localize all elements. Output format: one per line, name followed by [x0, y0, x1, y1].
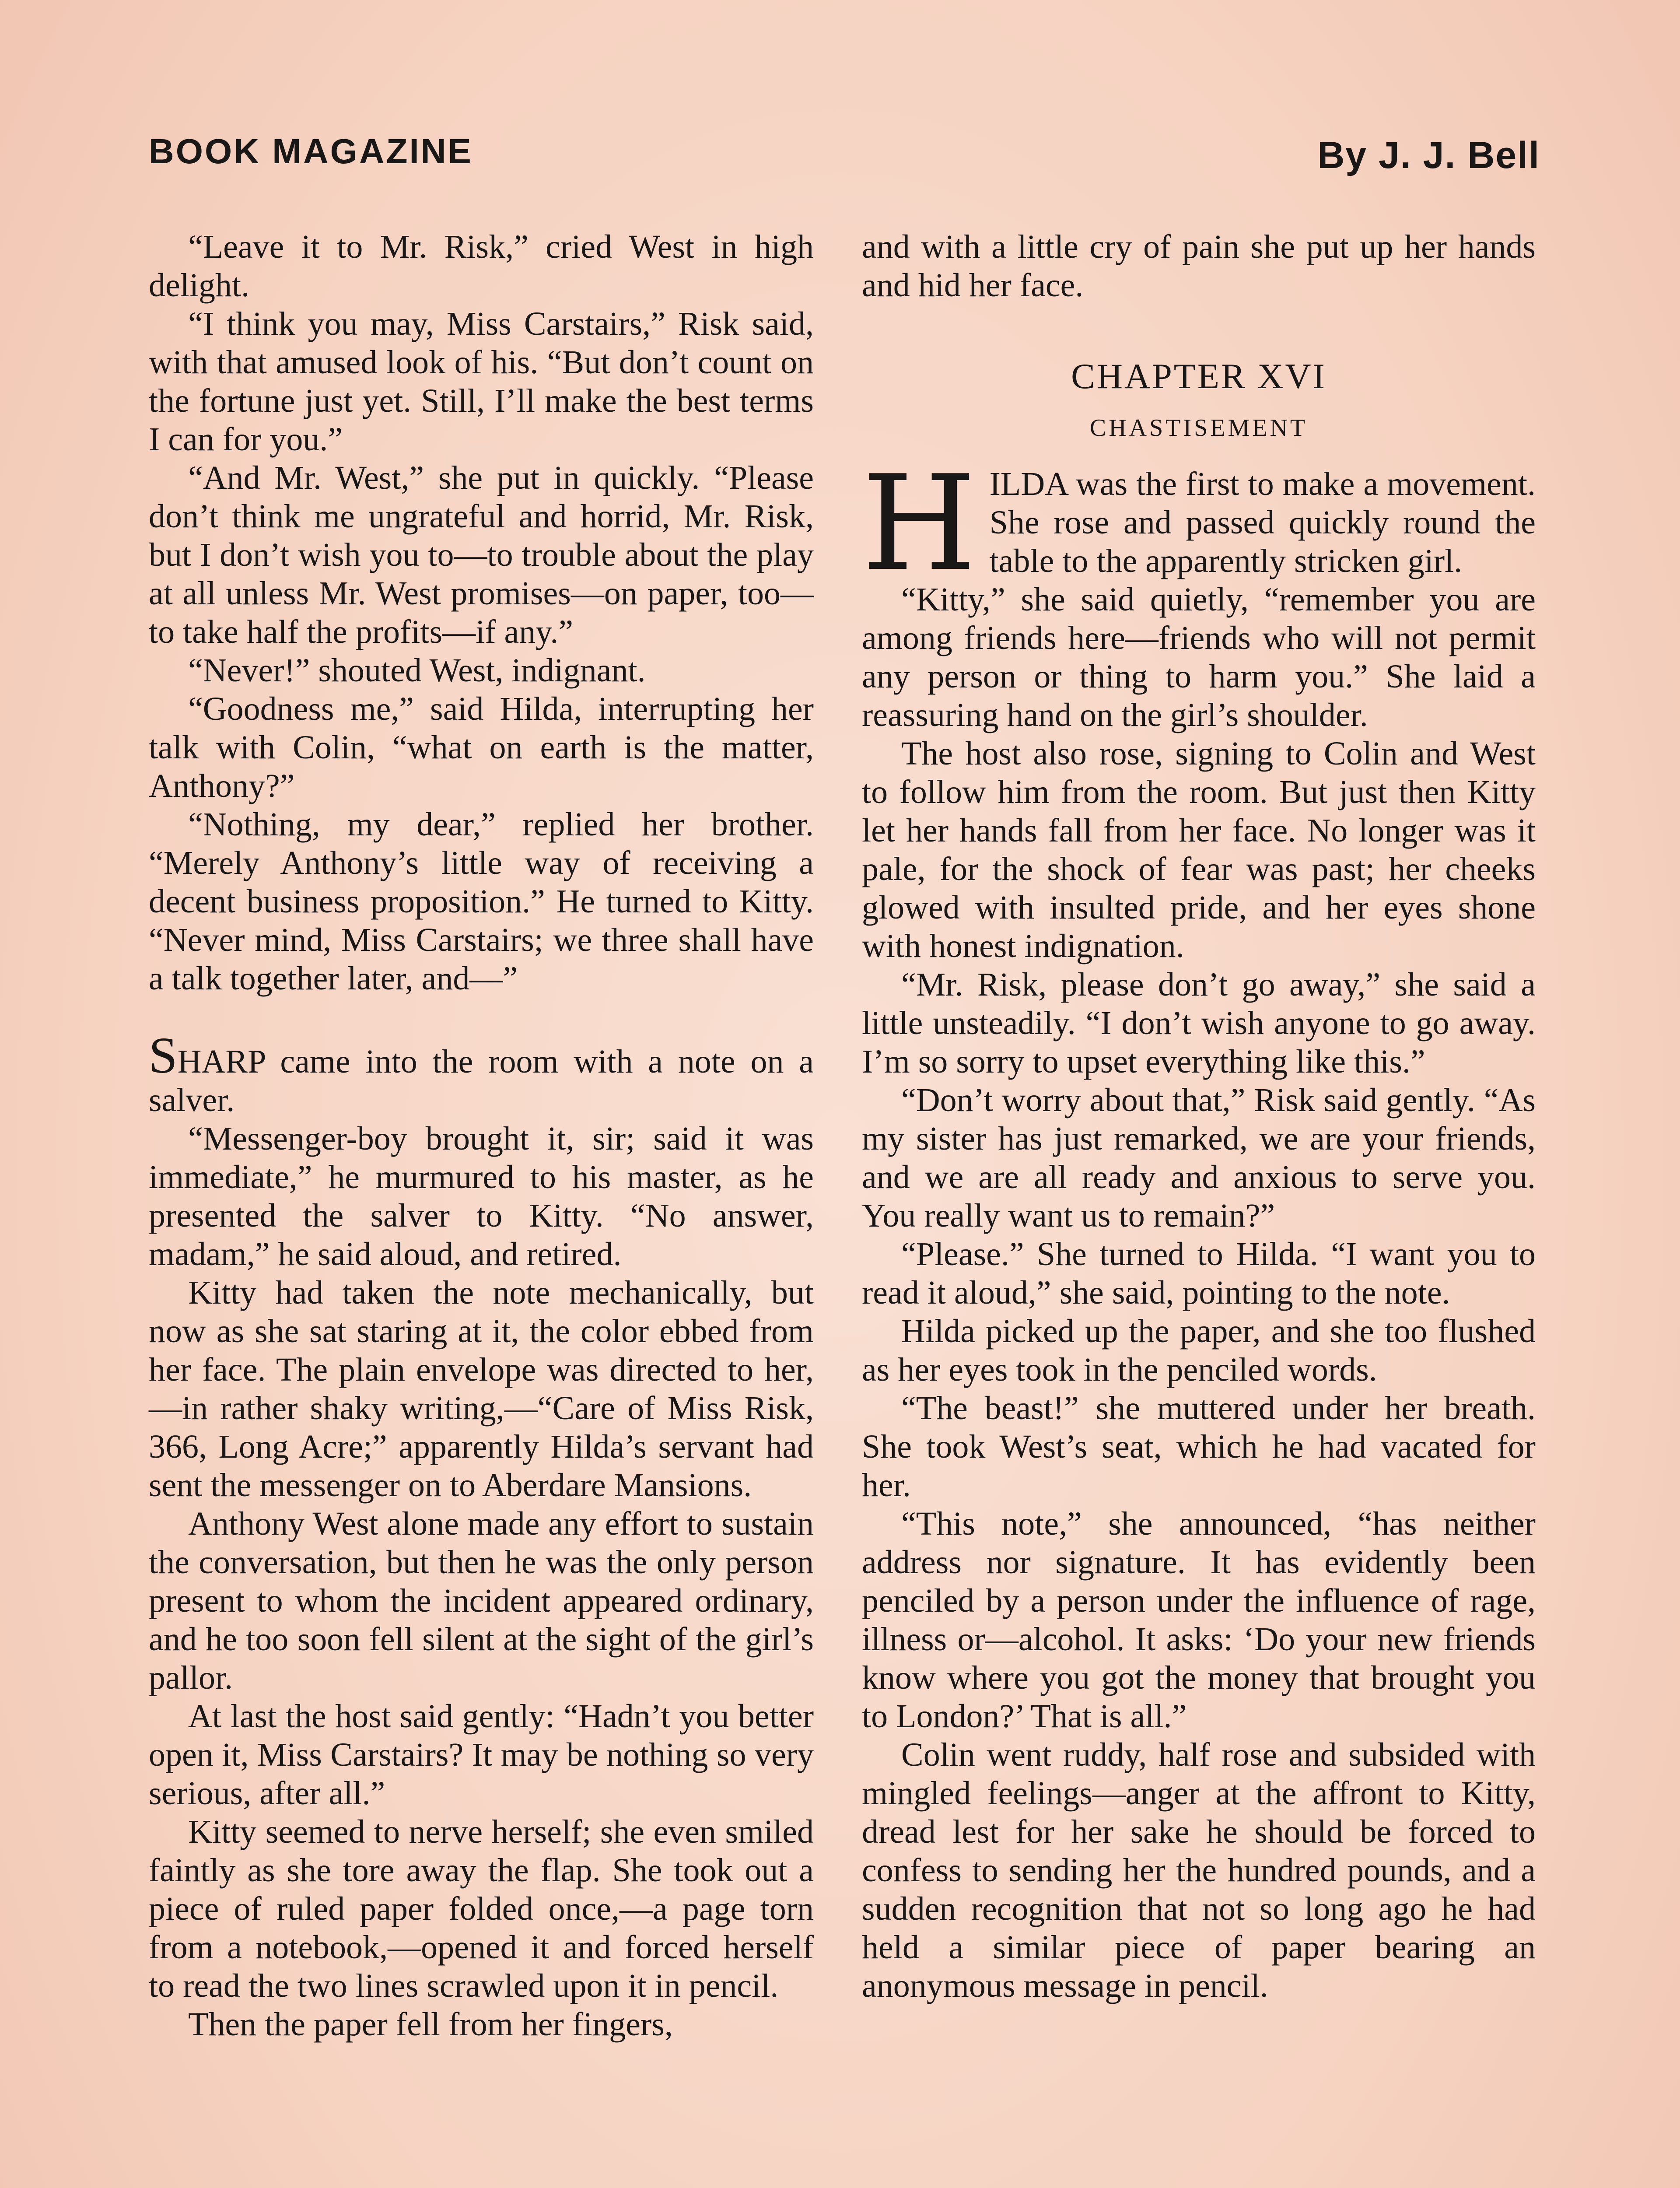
paragraph: “Mr. Risk, please don’t go away,” she said a little unsteadily. “I don’t wish anyone to go away. I’m so sorry to upset everything like this.” [862, 966, 1536, 1080]
chapter-title: CHAPTER XVI [1071, 356, 1326, 396]
paragraph-text: HARP came into the room with a note on a salver. [149, 1043, 814, 1119]
section-opening-paragraph [149, 1027, 814, 1119]
continued-paragraph: and with a little cry of pain she put up her hands and hid her face. [862, 228, 1536, 304]
magazine-title: BOOK MAGAZINE [149, 132, 473, 171]
paragraph: Colin went ruddy, half rose and subsided with mingled feelings—anger at the affront to Kitty, dread lest for her sake he should be forced to confess to sending her the hundred pounds, and a sudden recognition that not so long ago he had held a similar piece of paper bearing an anonymous message in pencil. [862, 1736, 1536, 2004]
left-column [149, 228, 814, 2044]
section-break [149, 998, 814, 1036]
paragraph: “Don’t worry about that,” Risk said gently. “As my sister has just remarked, we are your friends, and we are all ready and anxious to serve you. You really want us to remain?” [862, 1082, 1536, 1234]
initial-letter: S [149, 1027, 178, 1084]
paragraph: “Messenger-boy brought it, sir; said it was immediate,” he murmured to his master, as he presented the salver to Kitty. “No answer, madam,” he said aloud, and retired. [149, 1120, 814, 1273]
paragraph: “I think you may, Miss Carstairs,” Risk said, with that amused look of his. “But don’t count on the fortune just yet. Still, I’ll make the best terms I can for you.” [149, 305, 814, 458]
paragraph: “Leave it to Mr. Risk,” cried West in high delight. [149, 228, 814, 304]
chapter-opening-paragraph [862, 447, 1536, 600]
paragraph: Then the paper fell from her fingers, [188, 2006, 673, 2043]
author-byline: By J. J. Bell [1317, 134, 1540, 176]
paragraph: The host also rose, signing to Colin and West to follow him from the room. But just then Kitty let her hands fall from her face. No longer was it pale, for the shock of fear was past; her cheeks glowed with insulted pride, and her eyes shone with honest indignation. [862, 735, 1536, 964]
right-column [862, 228, 1536, 2005]
paragraph: “The beast!” she muttered under her breath. She took West’s seat, which he had vacated for her. [862, 1390, 1536, 1504]
paragraph: “Goodness me,” said Hilda, interrupting her talk with Colin, “what on earth is the matter, Anthony?” [149, 691, 814, 804]
paragraph: Kitty had taken the note mechanically, but now as she sat staring at it, the color ebbed from her face. The plain envelope was directed to her,—in rather shaky writing,—“Care of Miss Risk, 366, Long Acre;” apparently Hilda’s servant had sent the messenger on to Aberdare Mansions. [149, 1274, 814, 1504]
chapter-subtitle: CHASTISEMENT [1089, 414, 1308, 442]
paragraph-text: ILDA was the first to make a movement. She rose and passed quickly round the table to the apparently stricken girl. [989, 466, 1536, 579]
paragraph: “And Mr. West,” she put in quickly. “Please don’t think me ungrateful and horrid, Mr. Risk, but I don’t wish you to—to trouble about the play at all unless Mr. West promises—on paper, too—to take half the profits—if any.” [149, 459, 814, 650]
paragraph: At last the host said gently: “Hadn’t you better open it, Miss Carstairs? It may be nothing so very serious, after all.” [149, 1698, 814, 1812]
paragraph: “Nothing, my dear,” replied her brother. “Merely Anthony’s little way of receiving a decent business proposition.” He turned to Kitty. “Never mind, Miss Carstairs; we three shall have a talk together later, and—” [149, 806, 814, 997]
paragraph: Hilda picked up the paper, and she too flushed as her eyes took in the penciled words. [862, 1313, 1536, 1388]
paragraph: “Please.” She turned to Hilda. “I want you to read it aloud,” she said, pointing to the note. [862, 1236, 1536, 1311]
paragraph: “This note,” she announced, “has neither address nor signature. It has evidently been penciled by a person under the influence of rage, illness or—alcohol. It asks: ‘Do your new friends know where you got the money that brought you to London?’ That is all.” [862, 1505, 1536, 1735]
drop-cap: H [862, 447, 976, 600]
paragraph: Kitty seemed to nerve herself; she even smiled faintly as she tore away the flap. She took out a piece of ruled paper folded once,—a page torn from a notebook,—opened it and forced herself to read the two lines scrawled upon it in pencil. [149, 1813, 814, 2004]
paragraph: Anthony West alone made any effort to sustain the conversation, but then he was the only person present to whom the incident appeared ordinary, and he too soon fell silent at the sight of the girl’s pallor. [149, 1505, 814, 1696]
paragraph: “Never!” shouted West, indignant. [188, 652, 646, 689]
paragraph: “Kitty,” she said quietly, “remember you are among friends here—friends who will not permit any person or thing to harm you.” She laid a reassuring hand on the girl’s shoulder. [862, 581, 1536, 733]
